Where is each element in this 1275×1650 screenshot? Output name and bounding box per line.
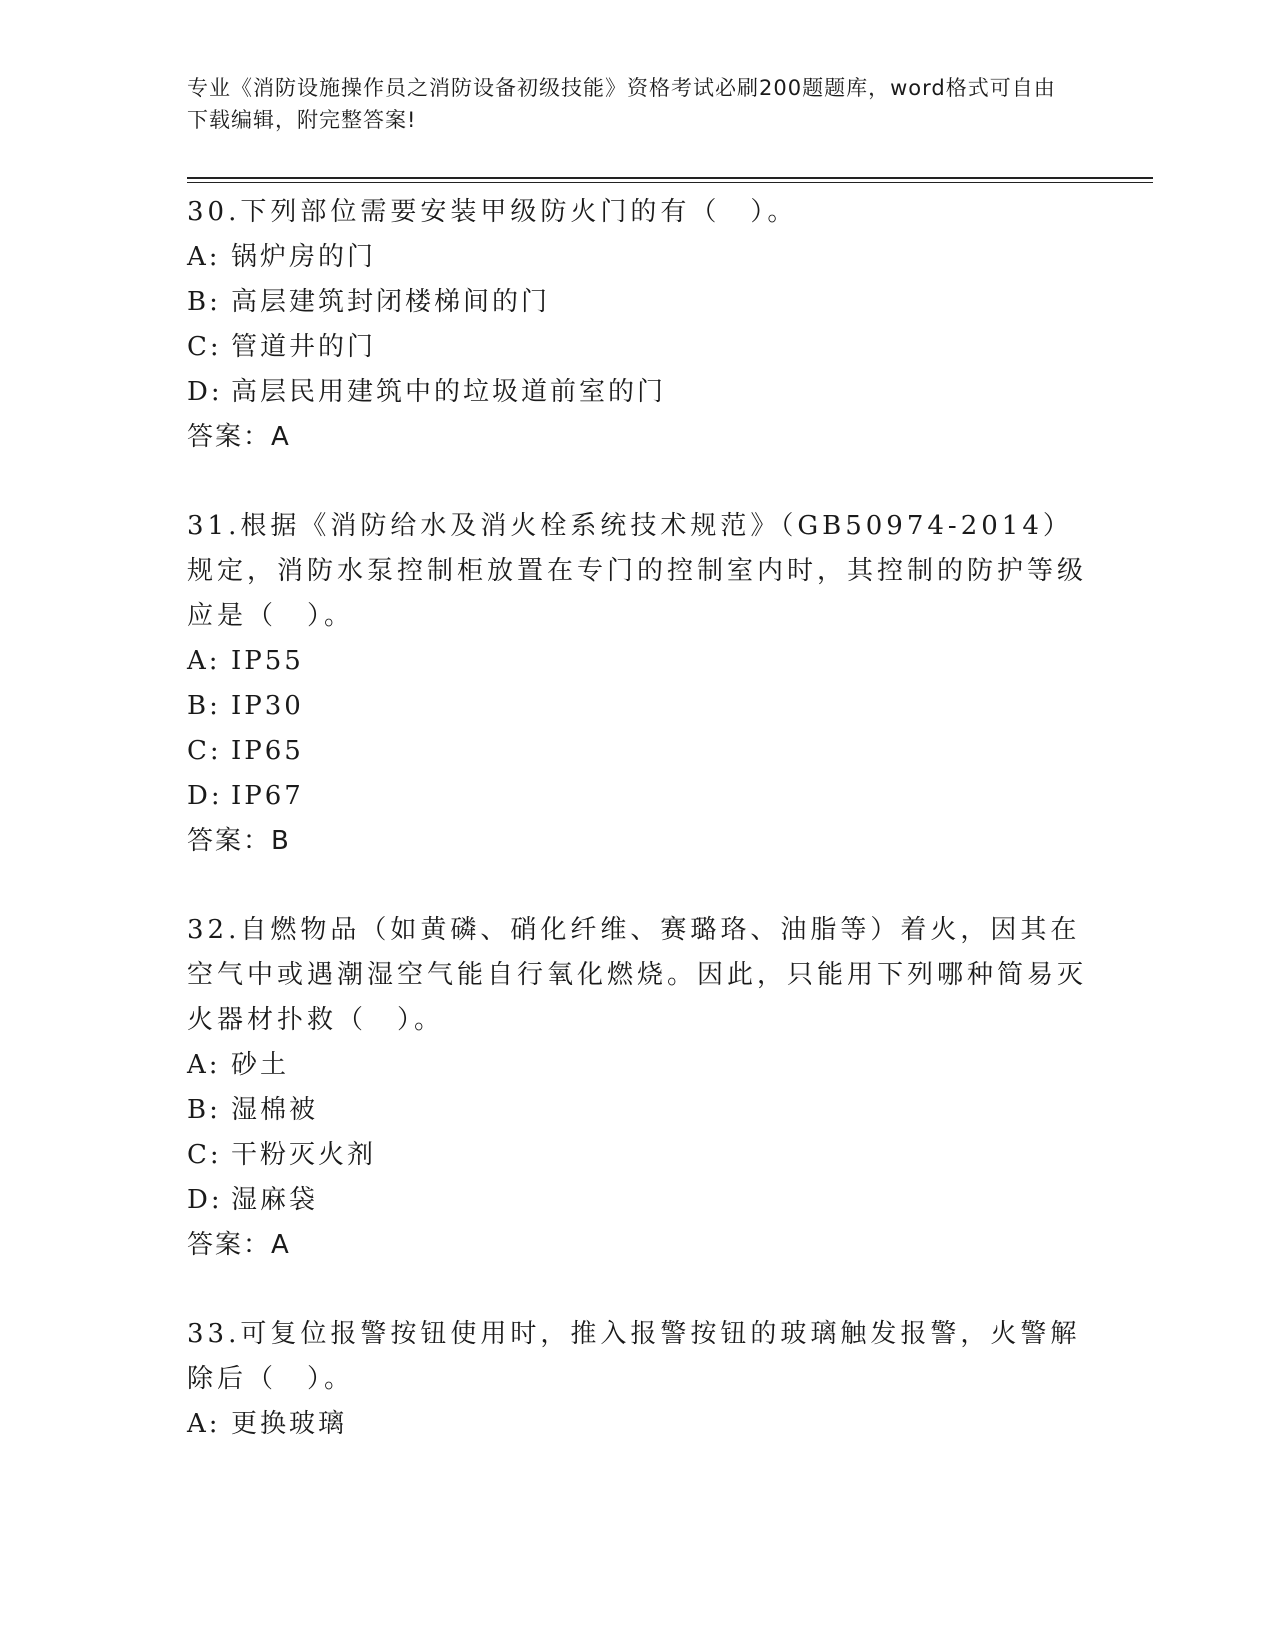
option-text: IP65 (231, 736, 304, 766)
document-header: 专业《消防设施操作员之消防设备初级技能》资格考试必刷200题题库，word格式可自由下载编辑，附完整答案! (187, 76, 1056, 132)
option-key: D: (187, 781, 223, 811)
answer-label: 答案：A (187, 1230, 291, 1260)
option-text: 高层建筑封闭楼梯间的门 (231, 287, 551, 317)
answer-label: 答案：B (187, 826, 291, 856)
option-b (187, 684, 1087, 729)
option-b (187, 280, 1087, 325)
option-key: D: (187, 1185, 223, 1215)
option-key: A: (187, 1050, 221, 1080)
option-key: C: (187, 1140, 222, 1170)
option-key: B: (187, 1095, 221, 1125)
option-text: 干粉灭火剂 (231, 1140, 377, 1170)
option-d (187, 774, 1087, 819)
option-c (187, 325, 1087, 370)
question-30 (187, 190, 1087, 460)
question-31 (187, 504, 1087, 864)
question-stem: 33.可复位报警按钮使用时，推入报警按钮的玻璃触发报警，火警解除后（ ）。 (187, 1319, 1081, 1394)
question-32 (187, 908, 1087, 1268)
option-b (187, 1088, 1087, 1133)
option-text: 砂土 (231, 1050, 290, 1080)
question-stem: 30.下列部位需要安装甲级防火门的有（ ）。 (187, 197, 798, 227)
question-stem: 31.根据《消防给水及消火栓系统技术规范》（GB50974-2014）规定，消防水泵控制柜放置在专门的控制室内时，其控制的防护等级应是（ ）。 (187, 511, 1088, 631)
option-key: C: (187, 332, 222, 362)
option-text: 更换玻璃 (231, 1409, 348, 1439)
option-text: 高层民用建筑中的垃圾道前室的门 (231, 377, 667, 407)
answer-label: 答案：A (187, 422, 291, 452)
option-text: 湿麻袋 (231, 1185, 319, 1215)
option-text: 锅炉房的门 (231, 242, 377, 272)
option-text: IP30 (231, 691, 304, 721)
option-c (187, 729, 1087, 774)
option-a (187, 1043, 1087, 1088)
option-d (187, 370, 1087, 415)
header-divider-thin (187, 182, 1153, 183)
option-text: 湿棉被 (231, 1095, 319, 1125)
option-a (187, 1402, 1087, 1447)
question-33 (187, 1312, 1087, 1447)
option-d (187, 1178, 1087, 1223)
header-divider-thick (187, 177, 1153, 179)
option-key: D: (187, 377, 223, 407)
option-key: A: (187, 646, 221, 676)
option-a (187, 235, 1087, 280)
option-text: IP67 (231, 781, 304, 811)
option-a (187, 639, 1087, 684)
option-key: A: (187, 1409, 221, 1439)
question-list (187, 190, 1087, 1491)
option-key: C: (187, 736, 222, 766)
option-text: 管道井的门 (231, 332, 377, 362)
option-c (187, 1133, 1087, 1178)
option-key: B: (187, 287, 221, 317)
question-stem: 32.自燃物品（如黄磷、硝化纤维、赛璐珞、油脂等）着火，因其在空气中或遇潮湿空气能自行氧化燃烧。因此，只能用下列哪种简易灭火器材扑救（ ）。 (187, 915, 1088, 1035)
option-text: IP55 (231, 646, 304, 676)
option-key: A: (187, 242, 221, 272)
option-key: B: (187, 691, 221, 721)
